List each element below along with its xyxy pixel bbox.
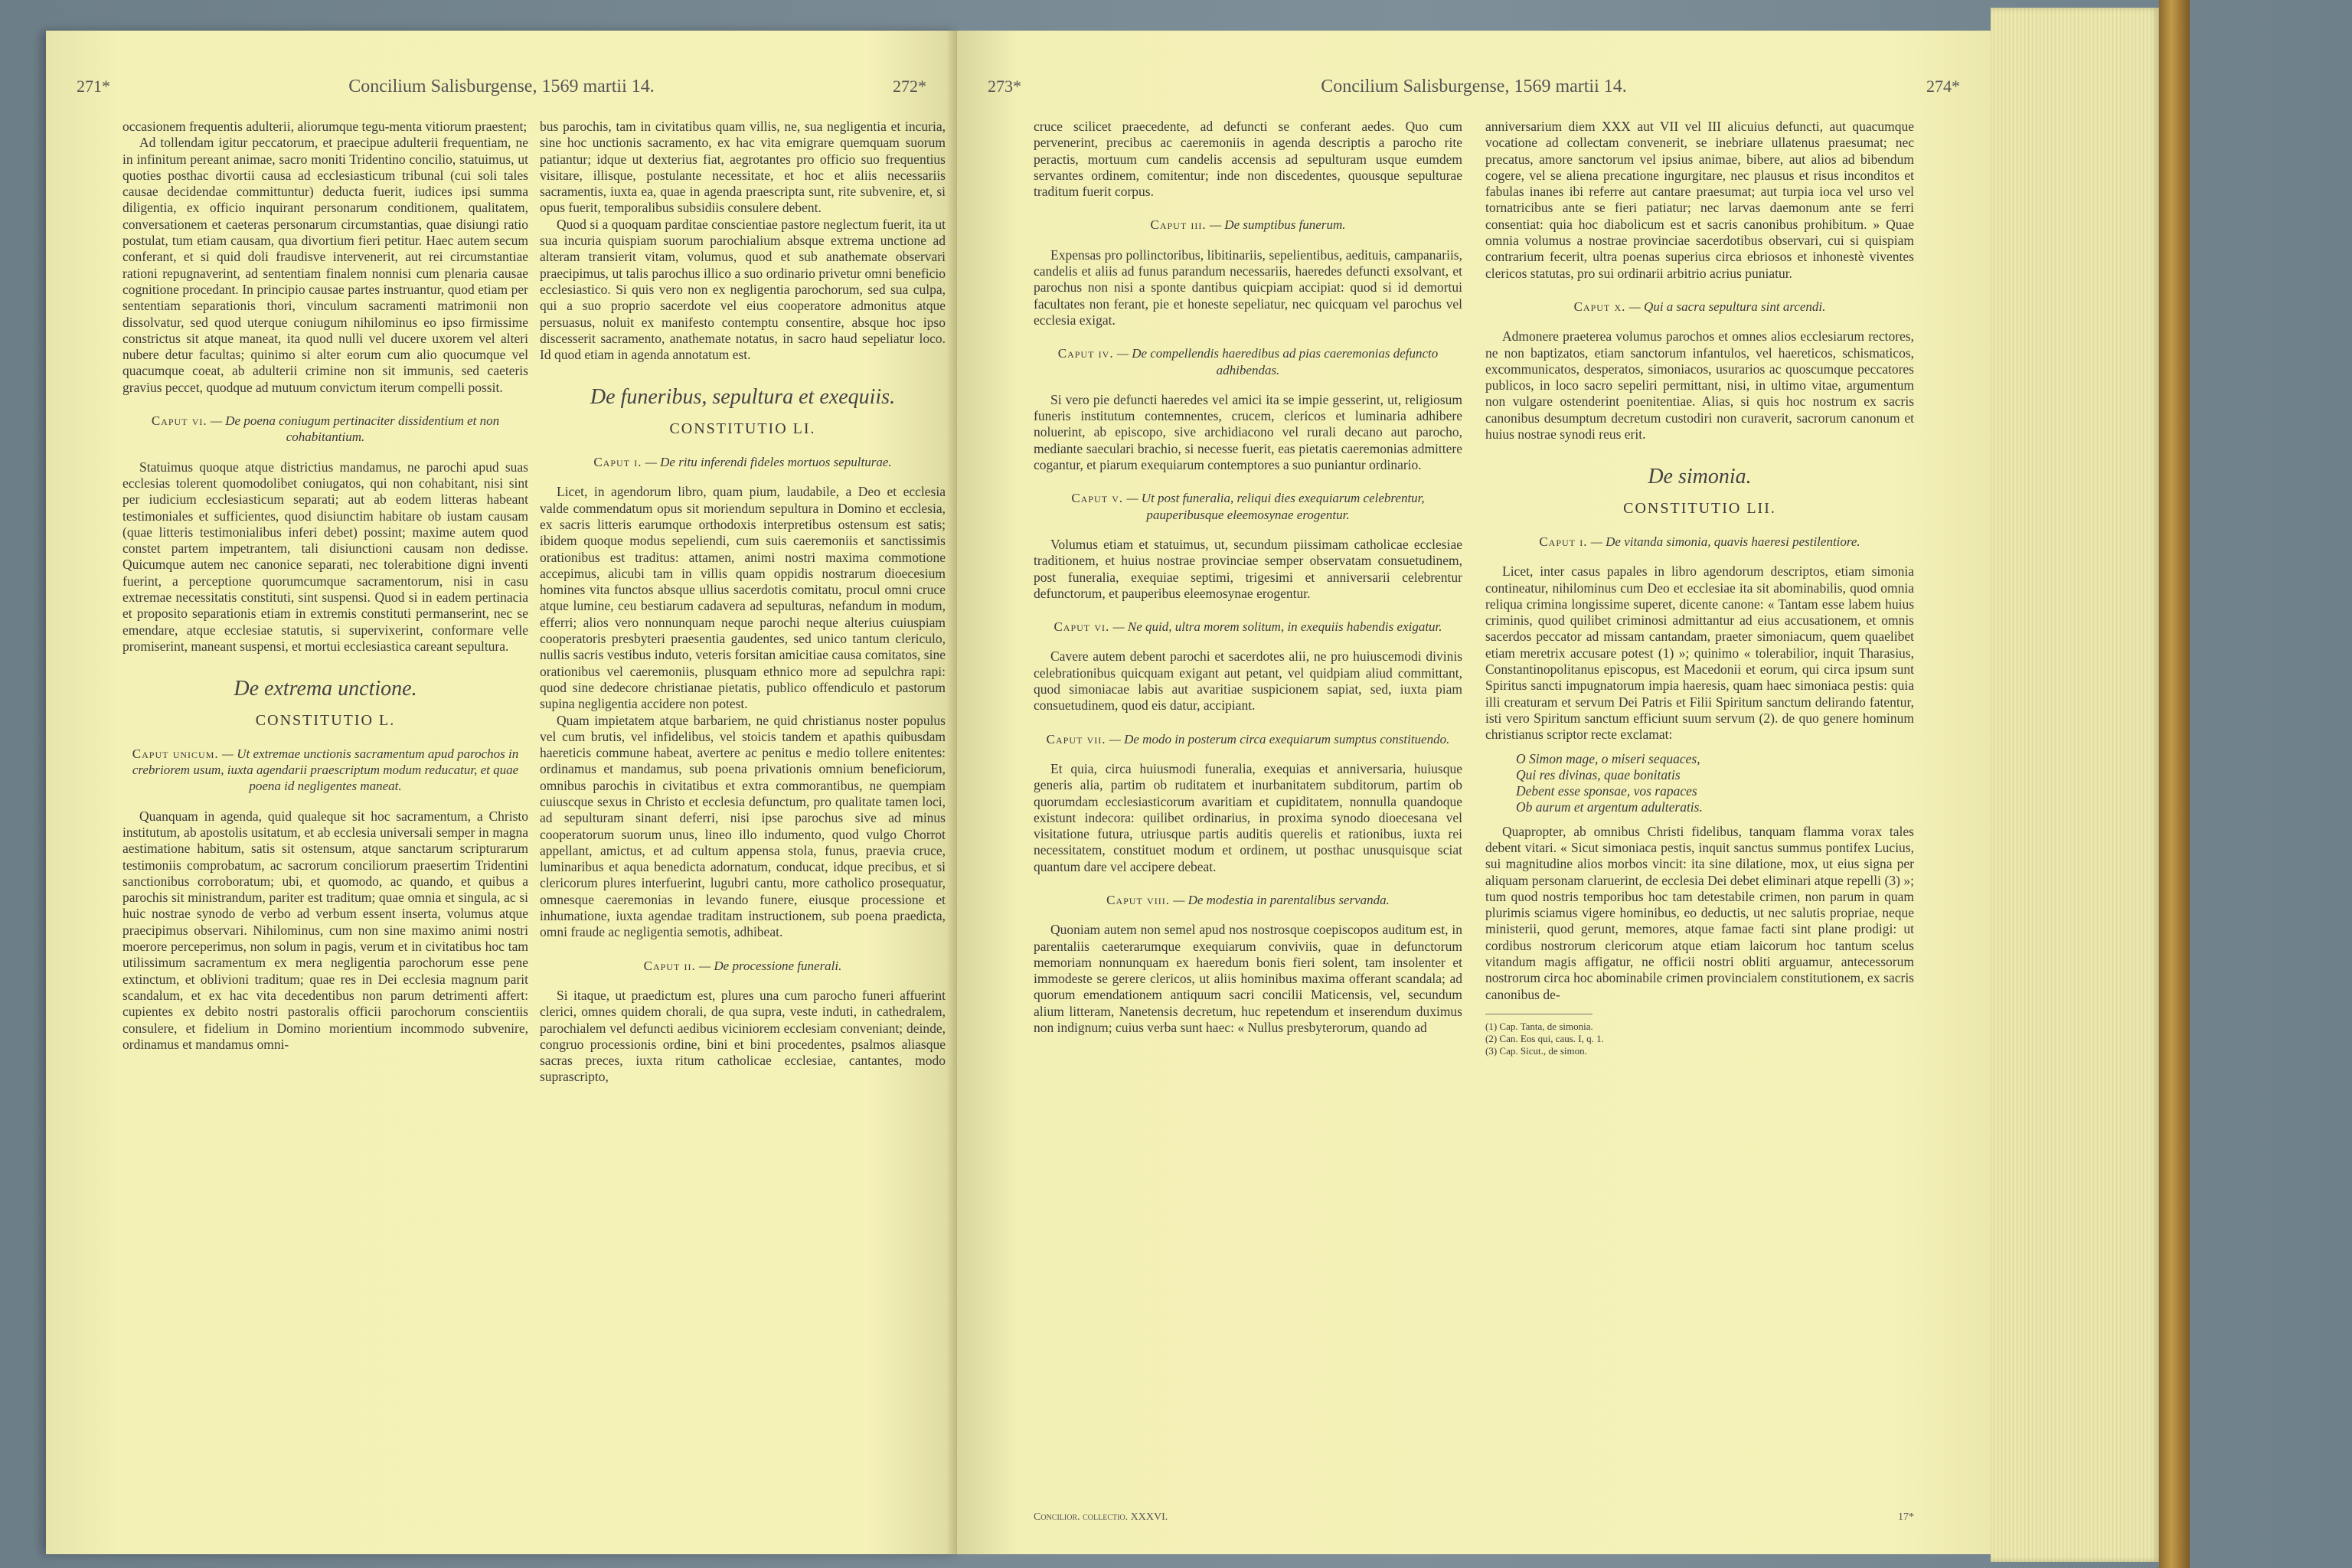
chapter-heading xyxy=(1485,299,1914,315)
footnote: (3) Cap. Sicut., de simon. xyxy=(1485,1044,1587,1057)
chapter-heading xyxy=(540,958,946,974)
chapter-title: — De poena coniugum pertinaciter dissidentium et non cohabitantium. xyxy=(210,413,500,445)
chapter-title: — De modo in posterum circa exequiarum sumptus constituendo. xyxy=(1109,731,1450,746)
paragraph: Expensas pro pollinctoribus, libitinariis, sepelientibus, aedituis, campanariis, candelis et aliis ad funus parandum necessariis, haeredes defuncti exsolvant, et parochus non nisi a sponte dantibus quicpiam accipiat: quod si id demortui facultates non ferant, pie et honeste sepeliatur, nec quicquam vel parochus vel ecclesia exigat. xyxy=(1034,247,1462,328)
chapter-title: — De modestia in parentalibus servanda. xyxy=(1173,892,1390,907)
paragraph: Si vero pie defuncti haeredes vel amici ita se impie gesserint, ut, religiosum funeris institutum contemnentes, crucem, clericos et luminaria adhibere noluerint, ab episcopo, sive archidiacono vel rurali decano aut parocho, mediante saeculari brachio, si necesse fuerit, eas pietatis caeremonias admittere cogantur, et piarum exequiarum contemptores a suo puniantur ordinario. xyxy=(1034,391,1462,473)
gathering-number: 17* xyxy=(1898,1511,1914,1523)
column-271 xyxy=(122,119,528,1527)
footnote: (1) Cap. Tanta, de simonia. xyxy=(1485,1020,1593,1032)
paragraph: Cavere autem debent parochi et sacerdotes alii, ne pro huiuscemodi divinis celebrationibus quicquam exigant aut petant, vel quidpiam aliud committant, quod simoniacae labis aut avaritiae suspicionem sapiat, sed, iuxta piam consuetudinem, quod eis datur, accipiant. xyxy=(1034,648,1462,714)
chapter-label: Caput vi. xyxy=(1054,619,1110,635)
chapter-heading xyxy=(1034,490,1462,523)
paragraph: Quanquam in agenda, quid qualeque sit hoc sacramentum, a Christo institutum, ab apostolis usitatum, et ab ecclesia universali semper in magna aestimatione habitum, satis sit ostensum, atque sanctarum scripturarum testimoniis comprobatum, ac sacrorum conciliorum praesertim Tridentini sanctionibus corroboratum; ubi, et quomodo, ac quando, et quibus a parochis sit ministrandum, pariter est traditum; quae omnia et singula, ac si huic nostrae synodo de verbo ad verbum essent inserta, volumus atque praecipimus observari. Nihilominus, cum non sine maximo animi nostri moerore perceperimus, non solum in pagis, verum et in civitatibus hoc tam utilissimum sacramentum ex mera negligentia parochorum esse pene extinctum, et oblivioni traditum; quae res in Dei ecclesia magnum parit scandalum, et ex hac vita decedentibus non parum detrimenti affert: cupientes ex debito nostri pastoralis officii parochorum conscientiis consulere, et fidelium in Domino morientium incommodo subvenire, ordinamus et mandamus omni- xyxy=(122,808,528,1052)
chapter-label: Caput i. xyxy=(593,455,642,470)
chapter-label: Caput i. xyxy=(1539,534,1588,549)
paragraph: Licet, in agendorum libro, quam pium, laudabile, a Deo et ecclesia valde commendatum opus sit moriendum sepultura in Domino et ecclesia, ex sacris litteris earumque orthodoxis interpretibus ostensum est satis; ibidem quoque modus sepeliendi, cum suis caeremoniis et sanctissimis orationibus est traditus: attamen, animi nostri maxima commotione accepimus, alicubi tam in villis quam oppidis nostrarum dioecesium homines vita functos absque ullius sacerdotis comitatu, procul omni cruce atque lumine, ceu bestiarum cadavera ad sepulturas, nefandum in modum, efferri; alios vero nonnunquam neque parochi neque alterius cuiuspiam cooperatoris presbyteri praesentia gaudentes, sed unico tantum clericulo, nullis sacris vestibus induto, veteris forsitan amicitiae causa comitatos, sine orationibus vel caeremoniis, plusquam ethnico more ad sepulchra rapi: quod sine dedecore christianae pietatis, publico offendiculo et pastorum supina negligentia accidere non potest. xyxy=(540,484,946,712)
chapter-label: Caput unicum. xyxy=(132,746,219,761)
chapter-label: Caput vi. xyxy=(151,413,207,429)
page-number: 274* xyxy=(1926,77,1960,96)
chapter-heading xyxy=(1034,892,1462,908)
paragraph: Quod si a quoquam parditae conscientiae pastore neglectum fuerit, ita ut sua incuria quispiam suorum parochialium absque extrema unctione ad alteram transierit vitam, volumus, quod et sub anathemate observari praecipimus, ut talis parochus illico a suo ordinario privetur omni beneficio ecclesiastico. Si quis vero non ex negligentia parochorum, sed sua culpa, qui a suo proprio sacerdote vel eius cooperatore admonitus atque persuasus, noluit ex manifesto contemptu consentire, absque hoc ipso discesserit sacramento, anathemate notatus, in sacro haud sepeliatur loco. Id quod etiam in agenda annotatum est. xyxy=(540,216,946,363)
verse-line: Qui res divinas, quae bonitatis xyxy=(1516,766,1681,782)
paragraph: Quoniam autem non semel apud nos nostrosque coepiscopos auditum est, in parentaliis caeterarumque exequiarum conviviis, quae in defunctorum memoriam nonnunquam ex haeredum bonis fieri solent, tam insolenter et immodeste se gerere clericos, ut aliis hominibus maxima offerant scandala; ad quorum emendationem antiquum sacri concilii Maticensis, vel, secundum alium litteram, Nanetensis decretum, huc repetendum et inserendum duximus non indignum; cuius verba sunt haec: « Nullus presbyterorum, quando ad xyxy=(1034,922,1462,1036)
page-number: 271* xyxy=(77,77,110,96)
book-cover-spine xyxy=(2159,0,2190,1568)
verse-quote xyxy=(1516,751,1914,816)
chapter-title: — Qui a sacra sepultura sint arcendi. xyxy=(1628,299,1826,314)
signature-mark: Concilior. collectio. XXXVI. xyxy=(1034,1511,1168,1523)
running-title: Concilium Salisburgense, 1569 martii 14. xyxy=(348,77,655,96)
chapter-title: — De vitanda simonia, quavis haeresi pestilentiore. xyxy=(1590,534,1860,549)
verse-line: O Simon mage, o miseri sequaces, xyxy=(1516,750,1700,766)
paragraph: anniversarium diem XXX aut VII vel III alicuius defuncti, aut quacumque vocatione ad collectam convenerit, se inebriare ullatenus praesumat; nec precatus, amore sanctorum vel ipsius animae, bibere, aut alios ad bibendum cogere, vel se aliena precatione ingurgitare, nec plausus et risus inconditos et fabulas inanes ibi referre aut cantare praesumat; aut turpia ioca vel urso vel tornatricibus ante se fieri patiatur; nec larvas daemonum ante se ferri consentiat: quia hoc diabolicum est et sacris canonibus prohibitum. » Quae omnia volumus a nostrae provinciae sacerdotibus observari, cui si quispiam contrarium fecerit, ultra poenas superius circa ebriosos et inhonestè viventes clericos statutas, pro sui ordinarii arbitrio acrius puniatur. xyxy=(1485,119,1914,281)
section-title: De funeribus, sepultura et exequiis. xyxy=(590,385,896,410)
paragraph: bus parochis, tam in civitatibus quam villis, ne, sua negligentia et incuria, sine hoc unctionis sacramento, ex hac vita emigrare quemquam suorum patiantur; idque ut dexterius fiat, aegrotantes pro officio suo frequentius visitare, illisque, postulante necessitate, et hoc et aliis necessariis sacramentis, iuxta ea, quae in agenda praescripta sunt, rite subvenire, et, si opus fuerit, temporalibus subsidiis consulere debent. xyxy=(540,119,946,216)
paragraph: occasionem frequentis adulterii, aliorumque tegu-menta vitiorum praestent; xyxy=(122,119,528,134)
constitution-heading: CONSTITUTIO L. xyxy=(255,711,396,729)
chapter-heading xyxy=(1034,731,1462,747)
paragraph: Quapropter, ab omnibus Christi fidelibus, tanquam flamma vorax tales debent vitari. « Sicut simoniaca pestis, inquit sanctus summus pontifex Lucius, sui magnitudine alios morbos vincit: ita sine dilatione, mox, ut eius signa per aliquam personam claruerint, de ecclesia Dei debet eliminari atque repelli (3) »; tum quod nostris temporibus hoc tam detestabile crimen, non parum in quam plurimis sciamus vigere hominibus, eo deductis, ut nec salutis propriae, neque ministerii, quod gerunt, memores, atque famae facti sint plane prodigi: ut cordibus nostrorum clericorum atque etiam laicorum hoc tantum scelus vitandum magis affigatur, ne officii nostri obliti arguamur, antecessorum nostrorum circa hoc abominabile crimen provincialem constitutionem, ex sacris canonibus de- xyxy=(1485,823,1914,1002)
chapter-title: — De sumptibus funerum. xyxy=(1209,217,1346,233)
paragraph: Statuimus quoque atque districtius mandamus, ne parochi apud suas ecclesias tolerent quomodolibet coniugatos, qui non cohabitant, nisi sint per iudicium ecclesiasticum separati; aut ab eodem litteras habeant testimoniales et sufficientes, quod disiunctim habitare ob iustam causam (quae litteris testimonialibus inferi debet) possint; maxime autem quod constet partem impetrantem, tali disiunctioni causam non dedisse. Quicumque autem nec canonice separati, nec tolerabitione digni inventi fuerint, a perceptione quorumcumque sacramentorum, nisi in casu extremae necessitatis constituti, sint suspensi. Quod si in eadem pertinacia et proposito separationis etiam in extremis constituti permanserint, nec se emendare, atque ecclesiae statutis, si supervixerint, conformare velle promiserint, maneant suspensi, et mortui ecclesiastica careant sepultura. xyxy=(122,459,528,654)
chapter-heading xyxy=(540,454,946,470)
chapter-label: Caput iii. xyxy=(1150,217,1207,233)
chapter-label: Caput vii. xyxy=(1046,731,1106,746)
chapter-heading xyxy=(1485,534,1914,550)
chapter-heading xyxy=(1034,619,1462,635)
paragraph: Admonere praeterea volumus parochos et omnes alios ecclesiarum rectores, ne non baptizatos, etiam sanctorum infantulos, vel haereticos, schismaticos, excommunicatos, desperatos, simoniacos, usurarios ac quoscumque peccatores publicos, in loco sacro sepeliri permittant, nisi, in ultimo vitae, argumentum non vulgare ostenderint poenitentiae. Alias, si quis hoc nostrum ex sacris canonibus desumptum decretum custodiri non curaverit, sacrorum canonum et huius nostrae synodi reus erit. xyxy=(1485,328,1914,443)
right-page xyxy=(957,31,1991,1554)
paragraph: Ad tollendam igitur peccatorum, et praecipue adulterii frequentiam, ne in infinitum pereant animae, sacro moniti Tridentino concilio, statuimus, ut quoties posthac divortii causa ad ecclesiasticum tribunal (cui soli tales causae decidendae committuntur) deducta fuerit, iudices ipsi summa diligentia, ex officio inquirant personarum conditionem, qualitatem, conversationem et caeteras personarum circumstantias, quae disiungi ratio postulat, tum etiam causam, qua divortium fieri petitur. Haec autem secum conferant, et si quid doli fraudisve intervenerit, aut rei circumstantiae rationi repugnaverint, ad sententiam finalem nonnisi cum plenaria causae cognitione procedant. In principio causae partes instruantur, quod etiam per sententiam separationis thori, vinculum sacramenti matrimonii non dissolvatur, sed quod uterque coniugum nihilominus eo ipso firmissime constrictus sit atque maneat, ita quod nulli vel ducere uxorem vel alteri nubere detur facultas; quinimo si alter eorum cum alio quocumque vel quacumque coeat, ab adulterii crimine non sit immunis, sed caeteris gravius peccet, quodque ad mutuum convictum iterum compelli possit. xyxy=(122,135,528,395)
chapter-label: Caput ii. xyxy=(643,958,696,973)
chapter-heading xyxy=(122,746,528,795)
paragraph: Si itaque, ut praedictum est, plures una cum parocho funeri affuerint clerici, omnes quidem chorali, de qua supra, veste induti, in cathedralem, parochialem vel defuncti aedibus viciniorem ecclesiam conveniant; deinde, congruo processionis ordine, bini et bini procedentes, psalmos aliasque sacras preces, iuxta ritum catholicae ecclesiae, cantantes, modo suprascripto, xyxy=(540,987,946,1085)
paragraph: Volumus etiam et statuimus, ut, secundum piissimam catholicae ecclesiae traditionem, et huius nostrae provinciae semper observatam consuetudinem, post funeralia, exequiae septimi, trigesimi et anniversarii celebrentur defunctorum, et pauperibus eleemosynae erogentur. xyxy=(1034,536,1462,601)
verse-line: Debent esse sponsae, vos rapaces xyxy=(1516,783,1697,799)
chapter-heading xyxy=(1034,217,1462,233)
chapter-label: Caput viii. xyxy=(1106,892,1170,907)
chapter-title: — De processione funerali. xyxy=(699,958,842,973)
verse-line: Ob aurum et argentum adulteratis. xyxy=(1516,799,1703,815)
chapter-label: Caput v. xyxy=(1071,491,1124,506)
chapter-heading xyxy=(1034,345,1462,378)
chapter-title: — Ut extremae unctionis sacramentum apud parochos in crebriorem usum, iuxta agendarii praescriptum modum reducatur, et quae poena id negligentes maneat. xyxy=(132,746,519,794)
running-title: Concilium Salisburgense, 1569 martii 14. xyxy=(1321,77,1627,96)
running-head-left xyxy=(77,77,926,107)
chapter-label: Caput x. xyxy=(1573,299,1626,314)
footnote: (2) Can. Eos qui, caus. I, q. 1. xyxy=(1485,1032,1604,1044)
constitution-heading: CONSTITUTIO LII. xyxy=(1623,499,1776,517)
chapter-heading xyxy=(122,413,528,446)
paragraph: cruce scilicet praecedente, ad defuncti se conferant aedes. Quo cum pervenerint, precibus ac caeremoniis in agenda descriptis a parocho rite peractis, mortuum cum candelis accensis ad sepulturam usque eumdem servantes ordinem, comitentur; inde non discedentes, quousque sepulturae traditum fuerit corpus. xyxy=(1034,119,1462,200)
chapter-title: — De ritu inferendi fideles mortuos sepulturae. xyxy=(645,455,892,470)
page-number: 273* xyxy=(988,77,1021,96)
column-272 xyxy=(540,119,946,1527)
section-title: De extrema unctione. xyxy=(234,677,417,701)
paragraph: Licet, inter casus papales in libro agendorum descriptos, etiam simonia contineatur, nihilominus cum Deo et ecclesiae ita sit abominabilis, quod omnia reliqua crimina longissime superet, dicente canone: « Tantam esse labem huius criminis, quod quilibet criminosi admittantur ad eius accusationem, et omnis sacerdos peccator ad missam cantandam, praeter simoniacum, quem quaelibet etiam meretrix accusare potest (1) »; quinimo « tolerabilior, inquit Tharasius, Constantinopolitanus episcopus, est Macedonii et eorum, qui circa ipsum sunt Spiritus sancti impugnatorum impia haeresis, quam haec simoniaca pestis: quia illi creaturam et servum Dei Patris et Filii Spiritum sanctum delirando fatentur, isti vero Spiritum sanctum efficiunt suum servum (2). de quo genere hominum christianus scriptor recte exclamat: xyxy=(1485,564,1914,743)
chapter-label: Caput iv. xyxy=(1057,346,1114,361)
constitution-heading: CONSTITUTIO LI. xyxy=(669,420,816,437)
running-head-right xyxy=(988,77,1960,107)
chapter-title: — De compellendis haeredibus ad pias caeremonias defuncto adhibendas. xyxy=(1116,346,1439,377)
chapter-title: — Ut post funeralia, reliqui dies exequiarum celebrentur, pauperibusque eleemosynae erogentur. xyxy=(1126,491,1425,522)
paragraph: Quam impietatem atque barbariem, ne quid christianus noster populus vel cum brutis, vel infidelibus, vel stoicis tandem et apathis quibusdam haereticis commune habeat, avertere ac penitus e medio tollere enitentes: ordinamus et mandamus, sub poena privationis omnium beneficiorum, omnibus parochis in civitatibus et extra commorantibus, ne quempiam cuiuscque sexus in Christo et ecclesia defunctum, pro qualitate tamen loci, ad sepulturam sinant deferri, nisi ipse parochus sive ad minus cooperatorum suorum unus, lineo illo indumento, quod vulgo Chorrot appellant, amictus, et ad cultum appensa stola, funus, praevia cruce, luminaribus et aqua benedicta adornatum, conducat, idque precibus, et si clericorum plures interfuerint, lugubri cantu, more catholico prosequatur, omnesque caeremonias in levando funere, eiusque processione et inhumatione, iuxta agendae traditam instructionem, sub poena praedicta, omni fraude ac negligentia semotis, adhibeat. xyxy=(540,712,946,940)
section-title: De simonia. xyxy=(1648,465,1752,489)
page-number: 272* xyxy=(893,77,926,96)
left-page xyxy=(46,31,957,1554)
paragraph: Et quia, circa huiusmodi funeralia, exequias et anniversaria, huiusque generis alia, partim ob ruditatem et inurbanitatem subditorum, partim ob quorumdam ecclesiasticorum avaritiam et cupiditatem, nonnulla quandoque existunt indecora: quilibet ordinarius, in proxima synodo dioecesana vel visitatione futura, utriusque partis auditis querelis et rationibus, iuxta rei necessitatem, constituet modum et ordinem, ut posthac unusquisque sciat quantum dare vel accipere debeat. xyxy=(1034,760,1462,874)
column-273 xyxy=(1034,119,1462,1527)
book-page-edges xyxy=(1991,8,2159,1562)
column-274 xyxy=(1485,119,1914,1527)
chapter-title: — Ne quid, ultra morem solitum, in exequiis habendis exigatur. xyxy=(1112,619,1442,635)
